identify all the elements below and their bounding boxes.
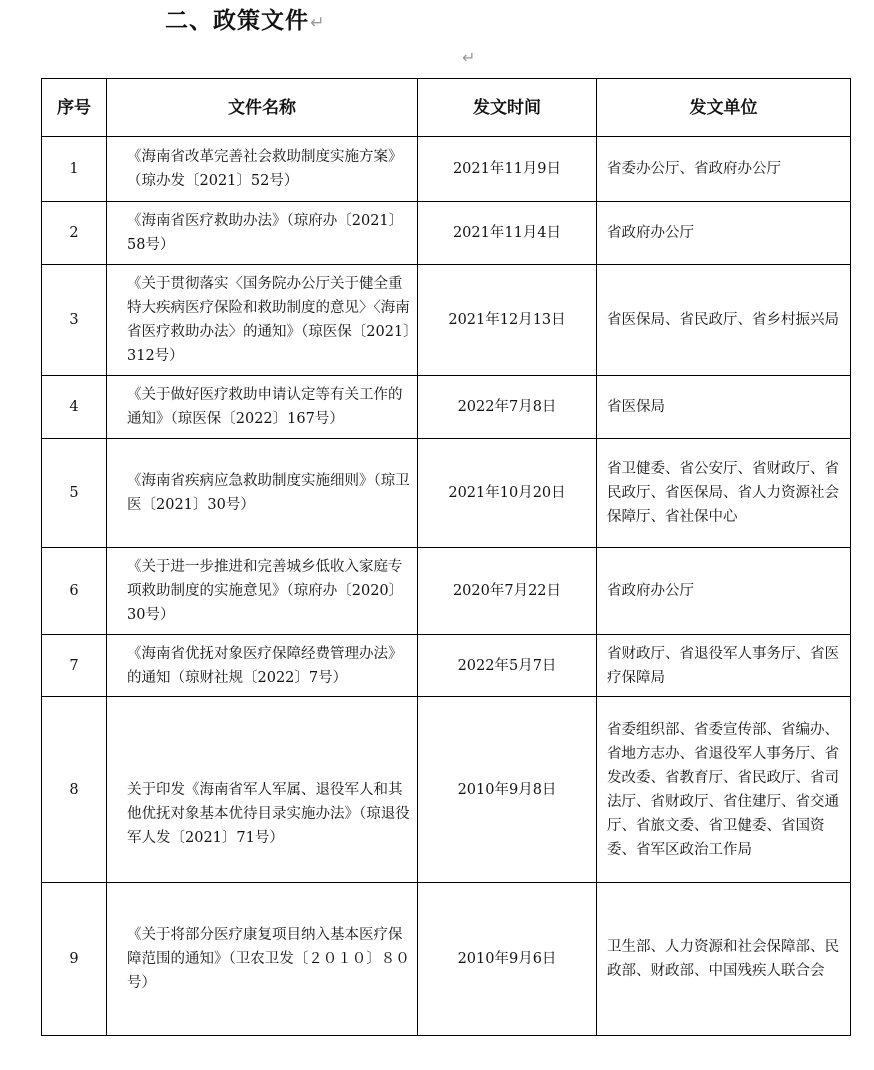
issue-date: 2010年9月8日 bbox=[418, 697, 597, 883]
document-name: 《海南省医疗救助办法》（琼府办〔2021〕58号） bbox=[107, 202, 418, 265]
document-name: 关于印发《海南省军人军属、退役军人和其他优抚对象基本优待目录实施办法》（琼退役军人发〔2021〕71号） bbox=[107, 697, 418, 883]
table-row bbox=[42, 439, 851, 548]
table-row bbox=[42, 265, 851, 376]
table-row bbox=[42, 635, 851, 697]
row-number: 5 bbox=[42, 439, 107, 548]
row-number: 7 bbox=[42, 635, 107, 697]
issuing-unit: 省政府办公厅 bbox=[597, 202, 851, 265]
row-number: 8 bbox=[42, 697, 107, 883]
paragraph-mark: ↵ bbox=[310, 13, 326, 33]
section-title: 二、政策文件↵ bbox=[165, 8, 326, 34]
issuing-unit: 省医保局 bbox=[597, 376, 851, 439]
issue-date: 2021年11月4日 bbox=[418, 202, 597, 265]
table-header-row bbox=[42, 79, 851, 137]
document-name: 《关于进一步推进和完善城乡低收入家庭专项救助制度的实施意见》（琼府办〔2020〕30号） bbox=[107, 548, 418, 635]
table-row bbox=[42, 883, 851, 1036]
issue-date: 2021年10月20日 bbox=[418, 439, 597, 548]
document-name: 《关于贯彻落实〈国务院办公厅关于健全重特大疾病医疗保险和救助制度的意见〉〈海南省医疗救助办法〉的通知》（琼医保〔2021〕312号） bbox=[107, 265, 418, 376]
issue-date: 2021年12月13日 bbox=[418, 265, 597, 376]
row-number: 6 bbox=[42, 548, 107, 635]
issue-date: 2021年11月9日 bbox=[418, 137, 597, 202]
issuing-unit: 省卫健委、省公安厅、省财政厅、省民政厅、省医保局、省人力资源社会保障厅、省社保中心 bbox=[597, 439, 851, 548]
document-name: 《海南省优抚对象医疗保障经费管理办法》的通知（琼财社规〔2022〕7号） bbox=[107, 635, 418, 697]
issuing-unit: 卫生部、人力资源和社会保障部、民政部、财政部、中国残疾人联合会 bbox=[597, 883, 851, 1036]
row-number: 2 bbox=[42, 202, 107, 265]
document-name: 《关于做好医疗救助申请认定等有关工作的通知》（琼医保〔2022〕167号） bbox=[107, 376, 418, 439]
issuing-unit: 省政府办公厅 bbox=[597, 548, 851, 635]
header-unit: 发文单位 bbox=[597, 79, 851, 137]
policy-documents-table bbox=[41, 78, 851, 1036]
table-row bbox=[42, 376, 851, 439]
table-row bbox=[42, 137, 851, 202]
document-name: 《海南省改革完善社会救助制度实施方案》（琼办发〔2021〕52号） bbox=[107, 137, 418, 202]
issue-date: 2022年5月7日 bbox=[418, 635, 597, 697]
issue-date: 2020年7月22日 bbox=[418, 548, 597, 635]
issue-date: 2022年7月8日 bbox=[418, 376, 597, 439]
paragraph-mark: ↵ bbox=[462, 48, 476, 67]
header-no: 序号 bbox=[42, 79, 107, 137]
table-row bbox=[42, 202, 851, 265]
table-row bbox=[42, 548, 851, 635]
issuing-unit: 省委办公厅、省政府办公厅 bbox=[597, 137, 851, 202]
header-name: 文件名称 bbox=[107, 79, 418, 137]
row-number: 9 bbox=[42, 883, 107, 1036]
issuing-unit: 省医保局、省民政厅、省乡村振兴局 bbox=[597, 265, 851, 376]
document-name: 《海南省疾病应急救助制度实施细则》（琼卫医〔2021〕30号） bbox=[107, 439, 418, 548]
row-number: 1 bbox=[42, 137, 107, 202]
row-number: 3 bbox=[42, 265, 107, 376]
row-number: 4 bbox=[42, 376, 107, 439]
header-date: 发文时间 bbox=[418, 79, 597, 137]
document-name: 《关于将部分医疗康复项目纳入基本医疗保障范围的通知》（卫农卫发〔２０１０〕８０号） bbox=[107, 883, 418, 1036]
issuing-unit: 省委组织部、省委宣传部、省编办、省地方志办、省退役军人事务厅、省发改委、省教育厅、省民政厅、省司法厅、省财政厅、省住建厅、省交通厅、省旅文委、省卫健委、省国资委、省军区政治工作局 bbox=[597, 697, 851, 883]
issuing-unit: 省财政厅、省退役军人事务厅、省医疗保障局 bbox=[597, 635, 851, 697]
table-row bbox=[42, 697, 851, 883]
issue-date: 2010年9月6日 bbox=[418, 883, 597, 1036]
